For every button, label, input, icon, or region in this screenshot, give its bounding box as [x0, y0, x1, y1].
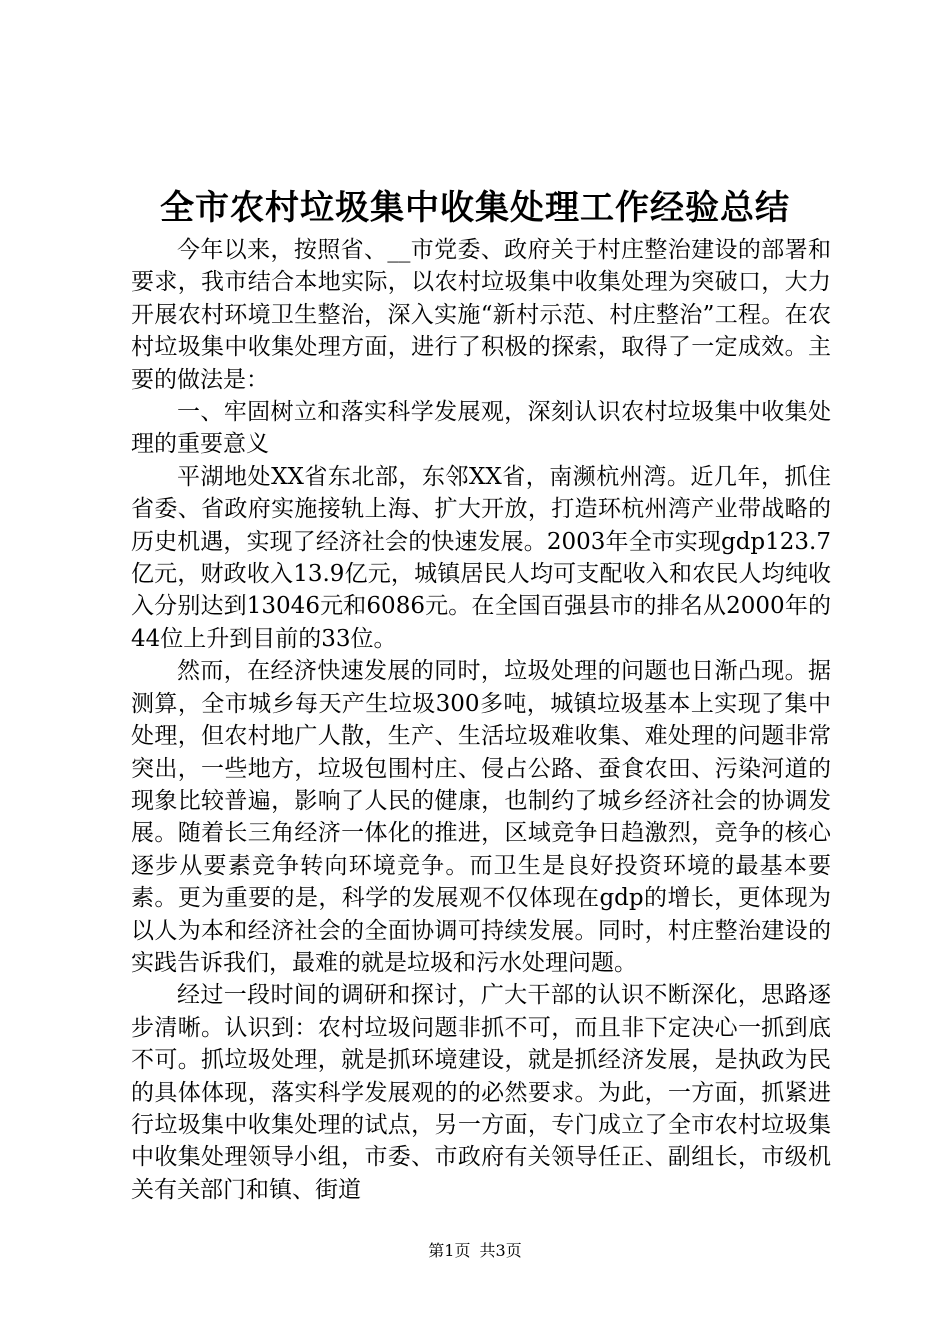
page-total: 共3页: [479, 1241, 522, 1260]
paragraph-problem: 然而，在经济快速发展的同时，垃圾处理的问题也日渐凸现。据测算，全市城乡每天产生垃圾300多吨，城镇垃圾基本上实现了集中处理，但农村地广人散，生产、生活垃圾难收集、难处理的问题非常突出，一些地方，垃圾包围村庄、侵占公路、蚕食农田、污染河道的现象比较普遍，影响了人民的健康，也制约了城乡经济社会的协调发展。随着长三角经济一体化的推进，区域竞争日趋激烈，竞争的核心逐步从要素竞争转向环境竞争。而卫生是良好投资环境的最基本要素。更为重要的是，科学的发展观不仅体现在gdp的增长，更体现为以人为本和经济社会的全面协调可持续发展。同时，村庄整治建设的实践告诉我们，最难的就是垃圾和污水处理问题。: [131, 658, 831, 976]
page-footer: [0, 1240, 950, 1262]
document-body: [131, 234, 831, 1206]
page-number: 第1页: [428, 1241, 471, 1260]
document-title: 全市农村垃圾集中收集处理工作经验总结: [160, 188, 790, 228]
paragraph-background: 平湖地处XX省东北部，东邻XX省，南濒杭州湾。近几年，抓住省委、省政府实施接轨上海、扩大开放，打造环杭州湾产业带战略的历史机遇，实现了经济社会的快速发展。2003年全市实现gdp123.7亿元，财政收入13.9亿元，城镇居民人均可支配收入和农民人均纯收入分别达到13046元和6086元。在全国百强县市的排名从2000年的44位上升到目前的33位。: [131, 463, 831, 652]
paragraph-measures: 经过一段时间的调研和探讨，广大干部的认识不断深化，思路逐步清晰。认识到：农村垃圾问题非抓不可，而且非下定决心一抓到底不可。抓垃圾处理，就是抓环境建设，就是抓经济发展，是执政为民的具体体现，落实科学发展观的的必然要求。为此，一方面，抓紧进行垃圾集中收集处理的试点，另一方面，专门成立了全市农村垃圾集中收集处理领导小组，市委、市政府有关领导任正、副组长，市级机关有关部门和镇、街道: [131, 982, 831, 1203]
section-heading-1: 一、牢固树立和落实科学发展观，深刻认识农村垃圾集中收集处理的重要意义: [131, 399, 831, 458]
paragraph-intro: 今年以来，按照省、__市党委、政府关于村庄整治建设的部署和要求，我市结合本地实际，以农村垃圾集中收集处理为突破口，大力开展农村环境卫生整治，深入实施“新村示范、村庄整治”工程。在农村垃圾集中收集处理方面，进行了积极的探索，取得了一定成效。主要的做法是：: [131, 237, 831, 393]
